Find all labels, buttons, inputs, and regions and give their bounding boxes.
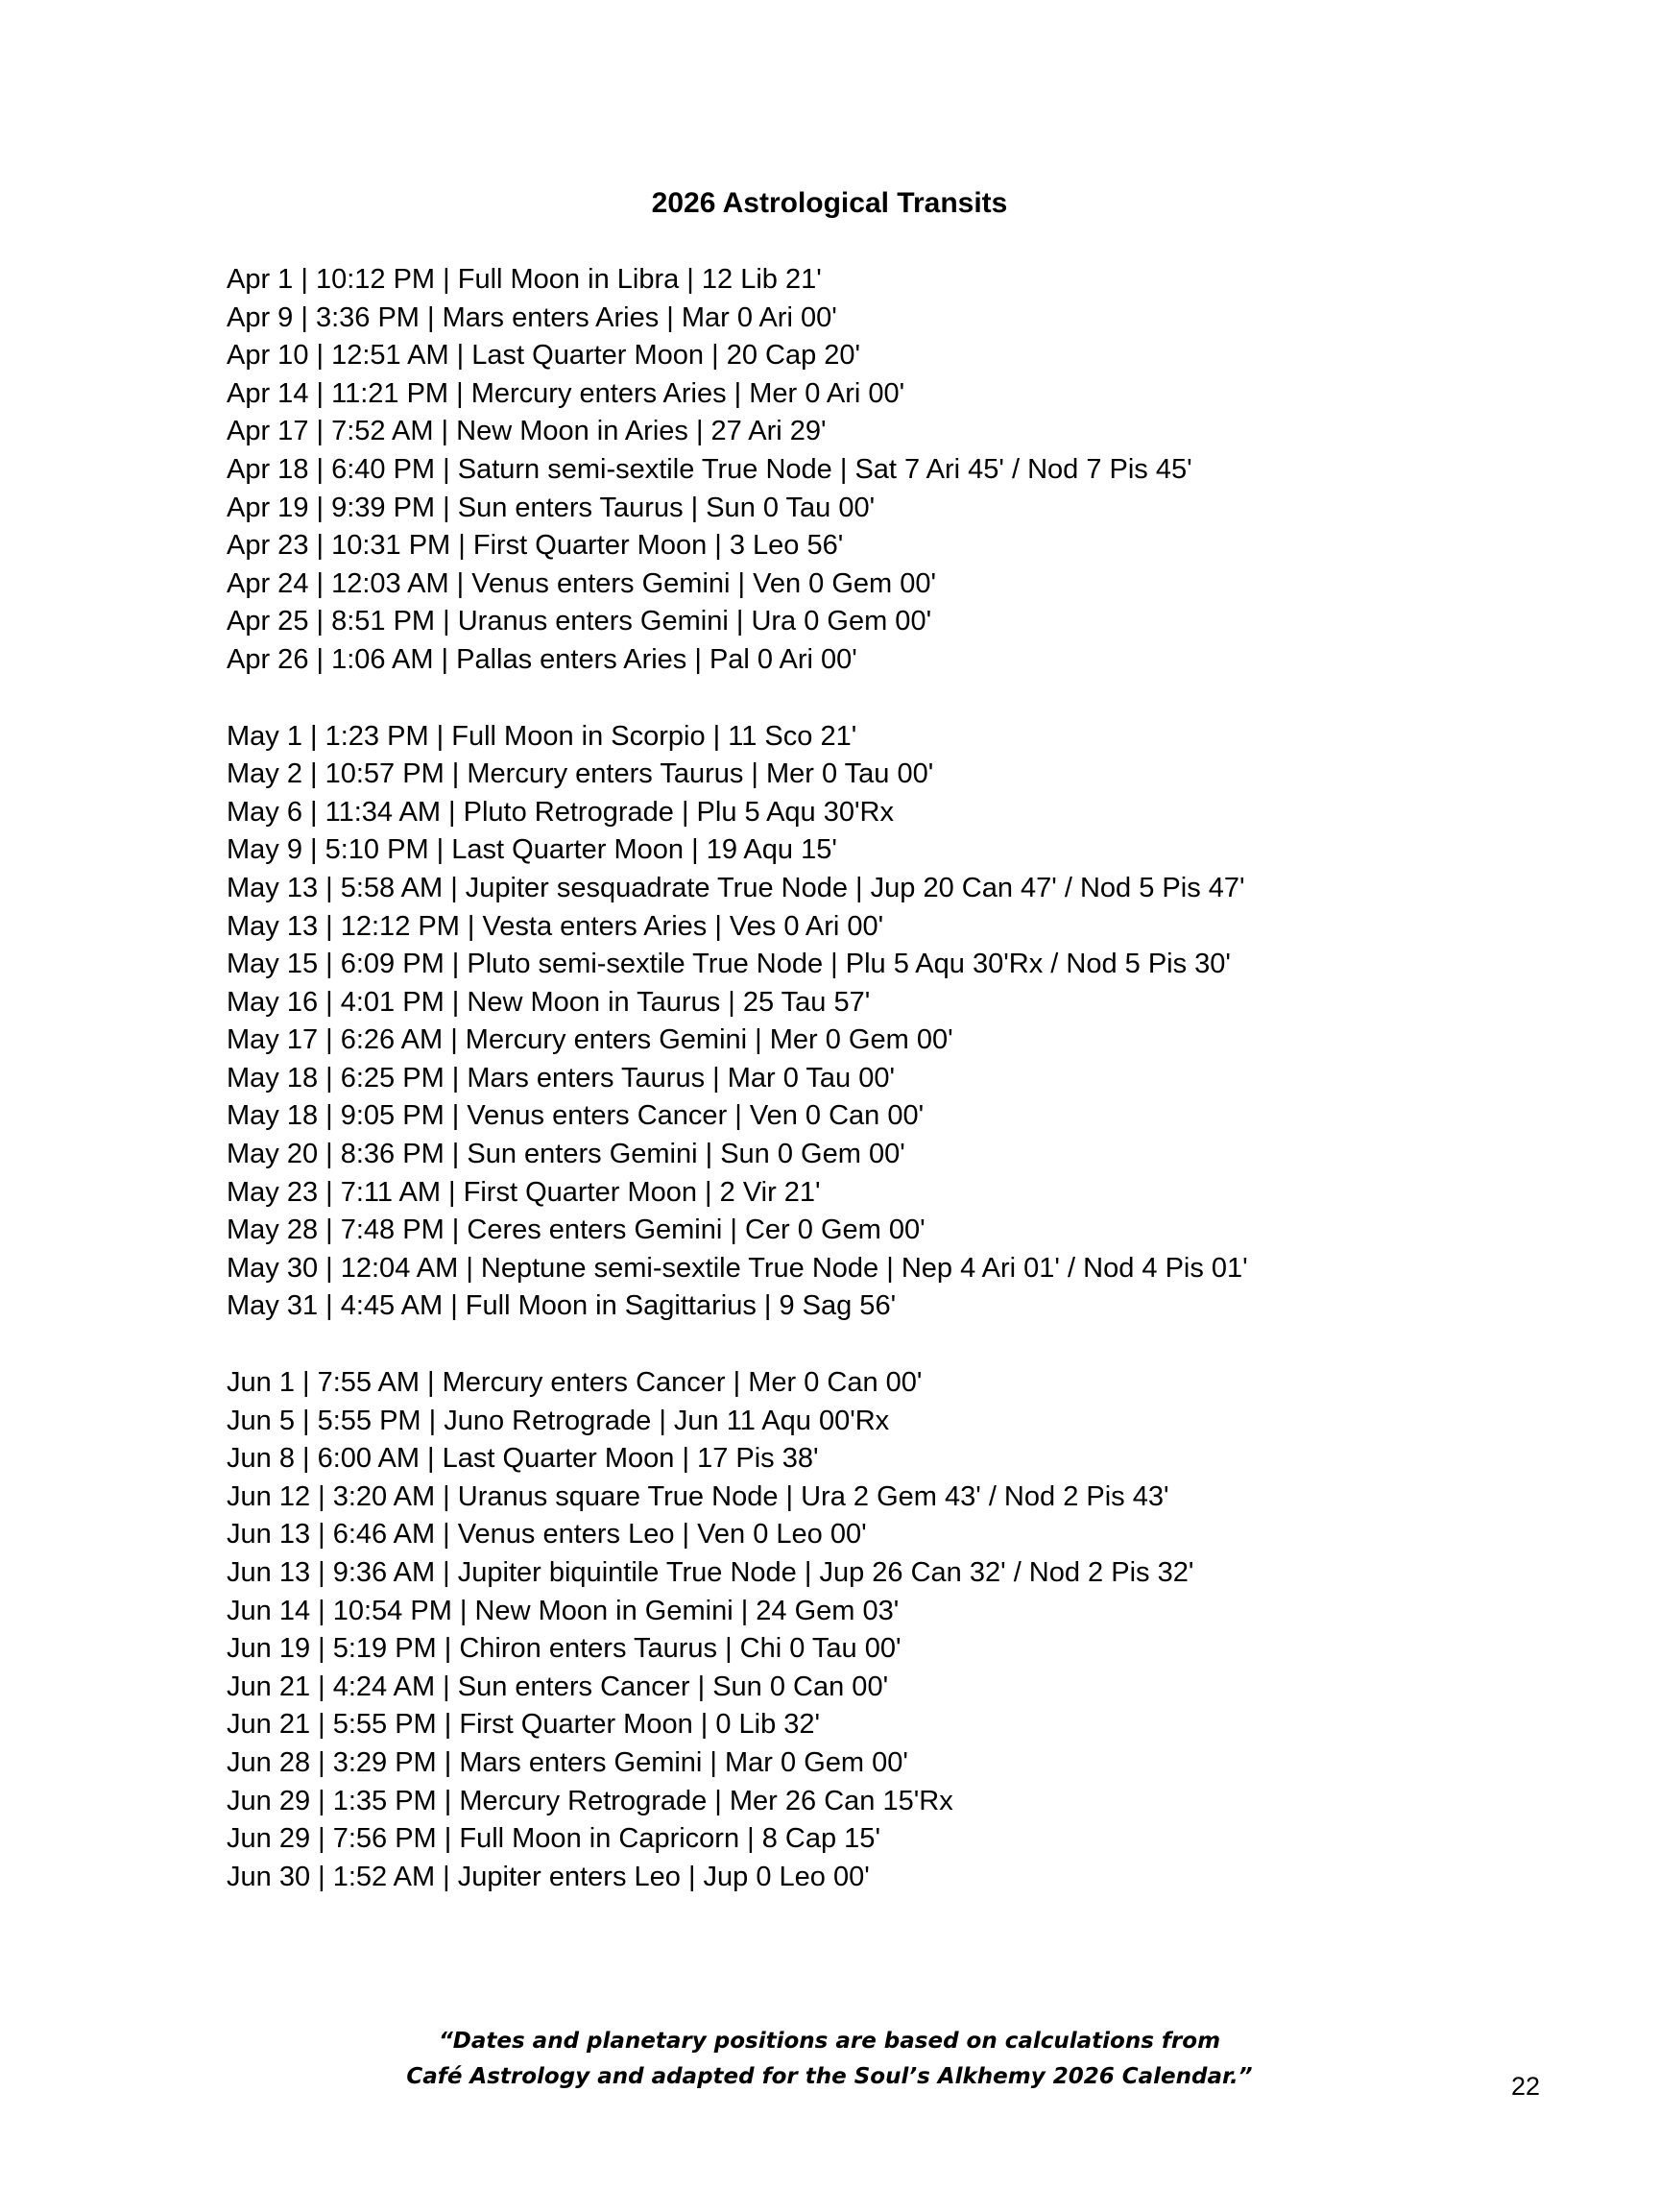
page-number: 22 <box>1511 2072 1541 2101</box>
transit-entry: May 13 | 12:12 PM | Vesta enters Aries | Ves 0 Ari 00' <box>227 910 884 942</box>
transit-entry: May 15 | 6:09 PM | Pluto semi-sextile True Node | Plu 5 Aqu 30'Rx / Nod 5 Pis 30' <box>227 949 1231 980</box>
transit-entry: Apr 1 | 10:12 PM | Full Moon in Libra | 12 Lib 21' <box>227 264 822 295</box>
transit-entry: May 20 | 8:36 PM | Sun enters Gemini | Sun 0 Gem 00' <box>227 1139 905 1170</box>
month-group-june <box>227 1364 1475 1896</box>
transit-entry: Jun 5 | 5:55 PM | Juno Retrograde | Jun 11 Aqu 00'Rx <box>227 1405 890 1436</box>
page-title: 2026 Astrological Transits <box>651 187 1008 219</box>
transit-entry: May 16 | 4:01 PM | New Moon in Taurus | 25 Tau 57' <box>227 986 871 1018</box>
transit-entry: Jun 13 | 9:36 AM | Jupiter biquintile True Node | Jup 26 Can 32' / Nod 2 Pis 32' <box>227 1557 1194 1588</box>
transit-list <box>227 261 1475 1935</box>
transit-entry: May 31 | 4:45 AM | Full Moon in Sagittarius | 9 Sag 56' <box>227 1290 897 1322</box>
transit-entry: Jun 21 | 5:55 PM | First Quarter Moon | 0 Lib 32' <box>227 1709 821 1741</box>
transit-entry: Apr 19 | 9:39 PM | Sun enters Taurus | Sun 0 Tau 00' <box>227 492 876 523</box>
transit-entry: May 13 | 5:58 AM | Jupiter sesquadrate True Node | Jup 20 Can 47' / Nod 5 Pis 47' <box>227 872 1245 903</box>
transit-entry: Jun 28 | 3:29 PM | Mars enters Gemini | Mar 0 Gem 00' <box>227 1746 908 1778</box>
month-group-may <box>227 718 1475 1327</box>
transit-entry: Apr 26 | 1:06 AM | Pallas enters Aries | Pal 0 Ari 00' <box>227 643 857 675</box>
transit-entry: Apr 23 | 10:31 PM | First Quarter Moon | 3 Leo 56' <box>227 530 844 562</box>
transit-entry: May 23 | 7:11 AM | First Quarter Moon | 2 Vir 21' <box>227 1176 821 1208</box>
transit-entry: Apr 18 | 6:40 PM | Saturn semi-sextile True Node | Sat 7 Ari 45' / Nod 7 Pis 45' <box>227 453 1192 485</box>
source-attribution-line: “Dates and planetary positions are based on calculations from <box>438 2029 1221 2054</box>
transit-entry: Apr 25 | 8:51 PM | Uranus enters Gemini | Ura 0 Gem 00' <box>227 606 932 637</box>
source-attribution-line: Café Astrology and adapted for the Soul’s Alkhemy 2026 Calendar.” <box>406 2064 1253 2089</box>
source-attribution-note <box>0 2024 1659 2095</box>
transit-entry: Jun 29 | 1:35 PM | Mercury Retrograde | Mer 26 Can 15'Rx <box>227 1785 953 1816</box>
transit-entry: Jun 8 | 6:00 AM | Last Quarter Moon | 17 Pis 38' <box>227 1443 819 1475</box>
transit-entry: May 2 | 10:57 PM | Mercury enters Taurus | Mer 0 Tau 00' <box>227 758 934 790</box>
transit-entry: Jun 19 | 5:19 PM | Chiron enters Taurus | Chi 0 Tau 00' <box>227 1633 902 1665</box>
transit-entry: Apr 9 | 3:36 PM | Mars enters Aries | Mar 0 Ari 00' <box>227 301 837 333</box>
transit-entry: Apr 17 | 7:52 AM | New Moon in Aries | 27 Ari 29' <box>227 416 827 447</box>
transit-entry: May 18 | 6:25 PM | Mars enters Taurus | Mar 0 Tau 00' <box>227 1062 895 1094</box>
month-group-april <box>227 261 1475 680</box>
transit-entry: May 30 | 12:04 AM | Neptune semi-sextile True Node | Nep 4 Ari 01' / Nod 4 Pis 01' <box>227 1252 1248 1284</box>
transit-entry: May 18 | 9:05 PM | Venus enters Cancer | Ven 0 Can 00' <box>227 1100 925 1132</box>
transit-entry: May 9 | 5:10 PM | Last Quarter Moon | 19 Aqu 15' <box>227 834 837 866</box>
transit-entry: Jun 21 | 4:24 AM | Sun enters Cancer | Sun 0 Can 00' <box>227 1671 889 1702</box>
transit-entry: Jun 30 | 1:52 AM | Jupiter enters Leo | Jup 0 Leo 00' <box>227 1861 870 1892</box>
transit-entry: May 28 | 7:48 PM | Ceres enters Gemini | Cer 0 Gem 00' <box>227 1214 926 1246</box>
transit-entry: May 1 | 1:23 PM | Full Moon in Scorpio | 11 Sco 21' <box>227 720 857 752</box>
transit-entry: May 17 | 6:26 AM | Mercury enters Gemini | Mer 0 Gem 00' <box>227 1024 953 1056</box>
transit-entry: Jun 1 | 7:55 AM | Mercury enters Cancer | Mer 0 Can 00' <box>227 1367 923 1399</box>
transit-entry: Jun 29 | 7:56 PM | Full Moon in Capricorn | 8 Cap 15' <box>227 1823 880 1855</box>
transit-entry: Apr 14 | 11:21 PM | Mercury enters Aries | Mer 0 Ari 00' <box>227 377 905 409</box>
transit-entry: Apr 10 | 12:51 AM | Last Quarter Moon | 20 Cap 20' <box>227 340 861 372</box>
transit-entry: Apr 24 | 12:03 AM | Venus enters Gemini | Ven 0 Gem 00' <box>227 567 937 599</box>
transit-entry: May 6 | 11:34 AM | Pluto Retrograde | Plu 5 Aqu 30'Rx <box>227 796 894 828</box>
transit-entry: Jun 14 | 10:54 PM | New Moon in Gemini | 24 Gem 03' <box>227 1595 900 1626</box>
transit-entry: Jun 12 | 3:20 AM | Uranus square True Node | Ura 2 Gem 43' / Nod 2 Pis 43' <box>227 1480 1169 1512</box>
transit-entry: Jun 13 | 6:46 AM | Venus enters Leo | Ven 0 Leo 00' <box>227 1519 867 1551</box>
